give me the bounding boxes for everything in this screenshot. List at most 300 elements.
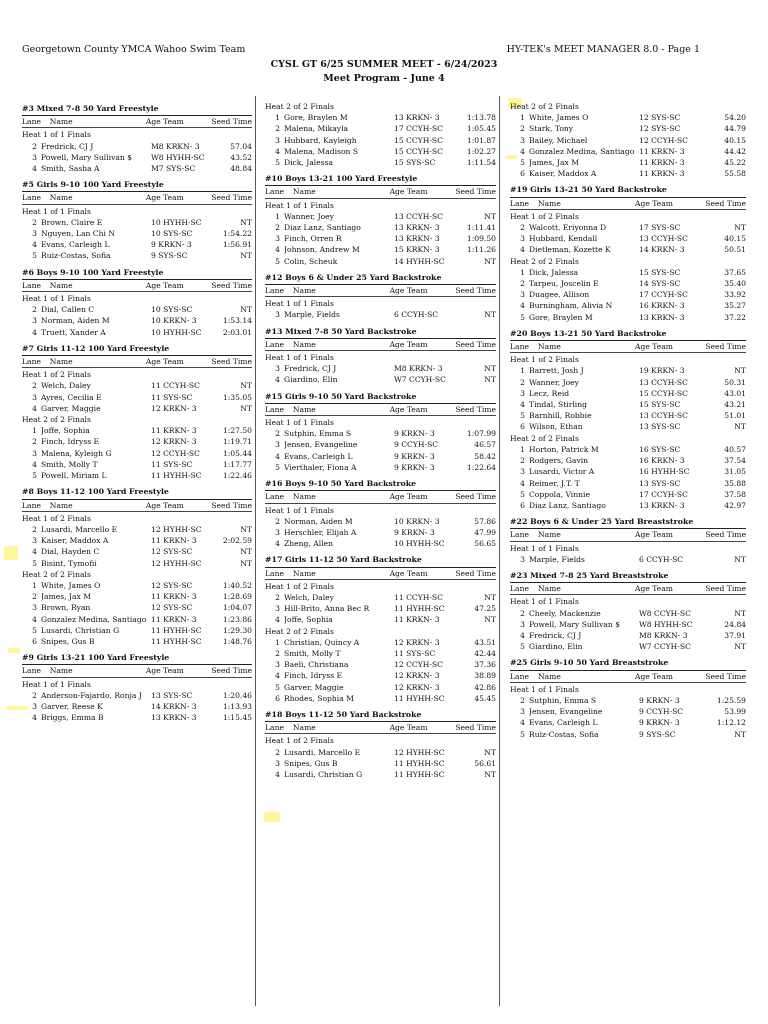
- lane-number: 1: [520, 113, 525, 123]
- entry-row: [265, 309, 496, 320]
- age-team: 11 HYHH-SC: [394, 604, 445, 614]
- seed-time: 33.92: [724, 290, 746, 300]
- swimmer-name: Malena, Mikayla: [284, 124, 349, 134]
- heat-title: Heat 1 of 1 Finals: [22, 294, 91, 304]
- seed-time: 1:02.27: [466, 146, 496, 156]
- seed-time: NT: [240, 381, 252, 391]
- column-header-row: [22, 356, 252, 368]
- swimmer-name: Smith, Sasha A: [41, 164, 100, 174]
- swimmer-name: Fredrick, CJ J: [284, 364, 337, 374]
- swimmer-name: Horton, Patrick M: [529, 444, 599, 454]
- age-team: 11 CCYH-SC: [151, 381, 200, 391]
- swimmer-name: Bisint, Tymofii: [41, 558, 97, 568]
- age-team: 9 CCYH-SC: [394, 440, 439, 450]
- entry-row: [22, 546, 252, 557]
- swimmer-name: Lusardi, Marcello E: [41, 524, 118, 534]
- seed-time-header: Seed Time: [211, 666, 252, 676]
- age-team: 15 CCYH-SC: [394, 146, 443, 156]
- event-block: [265, 476, 496, 549]
- age-team: 17 CCYH-SC: [639, 290, 688, 300]
- entry-row: [510, 388, 746, 399]
- swimmer-name: Zheng, Allen: [284, 539, 333, 549]
- entry-row: [265, 538, 496, 549]
- event-title: #6 Boys 9-10 100 Yard Freestyle: [22, 265, 252, 280]
- swimmer-name: Brown, Claire E: [41, 217, 103, 227]
- seed-time: NT: [240, 547, 252, 557]
- lane-number: 1: [32, 426, 37, 436]
- age-team: 12 SYS-SC: [639, 124, 681, 134]
- name-header: Name: [538, 198, 561, 208]
- heat-title: Heat 1 of 1 Finals: [510, 597, 579, 607]
- lane-header: Lane: [22, 193, 41, 203]
- swimmer-name: Diaz Lanz, Santiago: [529, 500, 606, 510]
- entry-row: [22, 327, 252, 338]
- age-team: 15 SYS-SC: [394, 158, 436, 168]
- swimmer-name: Hubbard, Kayleigh: [284, 135, 357, 145]
- seed-time: 1:07.99: [466, 429, 496, 439]
- swimmer-name: Giardino, Elin: [529, 642, 583, 652]
- name-header: Name: [49, 280, 73, 290]
- swimmer-name: Cheely, Mackenzie: [529, 608, 601, 618]
- name-header: Name: [292, 492, 316, 502]
- lane-number: 3: [32, 448, 37, 458]
- lane-number: 3: [520, 554, 525, 564]
- lane-number: 3: [520, 234, 525, 244]
- event-block: [510, 326, 746, 511]
- lane-header: Lane: [510, 198, 529, 208]
- lane-number: 5: [275, 462, 280, 472]
- lane-number: 4: [520, 478, 525, 488]
- swimmer-name: Christian, Quincy A: [284, 637, 360, 647]
- swimmer-name: Nguyen, Lan Chi N: [41, 229, 115, 239]
- seed-time: 40.15: [724, 234, 746, 244]
- event-block: [265, 101, 496, 168]
- event-block: [510, 182, 746, 322]
- lane-header: Lane: [265, 187, 284, 197]
- column-header-row: [22, 116, 252, 128]
- highlight-mark: [8, 648, 20, 653]
- heat-title: Heat 1 of 2 Finals: [510, 211, 579, 221]
- heat-title: Heat 1 of 1 Finals: [265, 299, 334, 309]
- seed-time: 48.84: [230, 164, 252, 174]
- swimmer-name: Stark, Tony: [529, 124, 574, 134]
- age-team: 19 KRKN- 3: [639, 366, 685, 376]
- seed-time: 50.51: [724, 245, 746, 255]
- age-team-header: Age Team: [145, 280, 184, 290]
- lane-header: Lane: [265, 286, 284, 296]
- entry-row: [22, 448, 252, 459]
- program-column-3: [510, 98, 746, 740]
- swimmer-name: Briggs, Emma B: [41, 713, 104, 723]
- age-team: 12 KRKN- 3: [394, 637, 440, 647]
- swimmer-name: Dietleman, Kozette K: [529, 245, 611, 255]
- seed-time: NT: [484, 310, 496, 320]
- heat-title: Heat 1 of 2 Finals: [22, 370, 91, 380]
- seed-time: NT: [240, 403, 252, 413]
- swimmer-name: Hill-Brito, Anna Bec R: [284, 604, 370, 614]
- lane-number: 6: [520, 500, 525, 510]
- event-block: [22, 650, 252, 723]
- seed-time: 1:11.41: [466, 223, 496, 233]
- event-block: [22, 265, 252, 338]
- seed-time: NT: [734, 608, 746, 618]
- seed-time: 43.52: [230, 152, 252, 162]
- age-team: 13 CCYH-SC: [639, 411, 688, 421]
- lane-number: 4: [275, 671, 280, 681]
- event-block: [510, 568, 746, 652]
- entry-row: [265, 592, 496, 603]
- entry-row: [22, 380, 252, 391]
- age-team: 11 CCYH-SC: [394, 592, 443, 602]
- lane-number: 4: [32, 614, 37, 624]
- entry-row: [265, 682, 496, 693]
- age-team: 16 SYS-SC: [639, 444, 681, 454]
- age-team: 14 HYHH-SC: [394, 256, 445, 266]
- entry-row: [510, 157, 746, 168]
- swimmer-name: Smith, Molly T: [284, 648, 341, 658]
- heat-title: Heat 1 of 1 Finals: [510, 684, 579, 694]
- age-team: 13 SYS-SC: [639, 422, 681, 432]
- lane-number: 5: [32, 558, 37, 568]
- entry-row: [265, 769, 496, 780]
- entry-row: [22, 141, 252, 152]
- swimmer-name: Smith, Molly T: [41, 459, 98, 469]
- entry-row: [265, 222, 496, 233]
- age-team: 15 CCYH-SC: [639, 388, 688, 398]
- swimmer-name: Powell, Mary Sullivan $: [41, 152, 133, 162]
- age-team-header: Age Team: [389, 339, 428, 349]
- entry-row: [265, 112, 496, 123]
- entry-row: [265, 363, 496, 374]
- swimmer-name: Evans, Carleigh L: [41, 240, 110, 250]
- seed-time: 50.31: [724, 377, 746, 387]
- seed-time: 1:13.78: [466, 113, 496, 123]
- entry-row: [510, 399, 746, 410]
- entry-row: [265, 439, 496, 450]
- program-column-2: [265, 98, 496, 780]
- seed-time-header: Seed Time: [455, 404, 496, 414]
- event-title: #19 Girls 13-21 50 Yard Backstroke: [510, 182, 746, 197]
- seed-time: 1:27.50: [222, 426, 252, 436]
- age-team: 17 SYS-SC: [639, 223, 681, 233]
- lane-number: 2: [520, 124, 525, 134]
- lane-number: 5: [520, 158, 525, 168]
- entry-row: [265, 157, 496, 168]
- event-title: #25 Girls 9-10 50 Yard Breaststroke: [510, 655, 746, 670]
- entry-row: [510, 729, 746, 740]
- seed-time: 45.22: [724, 158, 746, 168]
- lane-number: 4: [275, 375, 280, 385]
- swimmer-name: Wanner, Joey: [529, 377, 579, 387]
- highlight-mark: [264, 812, 280, 822]
- event-block: [510, 514, 746, 565]
- event-title: #17 Girls 11-12 50 Yard Backstroke: [265, 552, 496, 567]
- swimmer-name: Lusardi, Christian G: [284, 769, 363, 779]
- swimmer-name: Garver, Maggie: [284, 682, 344, 692]
- lane-number: 3: [275, 527, 280, 537]
- swimmer-name: Joffe, Sophia: [41, 426, 90, 436]
- swimmer-name: Malena, Madison S: [284, 146, 359, 156]
- lane-number: 1: [275, 637, 280, 647]
- heat-title: Heat 1 of 1 Finals: [22, 130, 91, 140]
- lane-number: 4: [520, 245, 525, 255]
- age-team: 6 CCYH-SC: [394, 310, 439, 320]
- heat-title: Heat 2 of 2 Finals: [265, 102, 334, 111]
- heat-title: Heat 1 of 1 Finals: [22, 679, 91, 689]
- seed-time: 47.25: [474, 604, 496, 614]
- entry-row: [265, 374, 496, 385]
- entry-row: [510, 135, 746, 146]
- age-team-header: Age Team: [635, 530, 673, 540]
- age-team: 10 HYHH-SC: [151, 217, 202, 227]
- age-team: 12 CCYH-SC: [639, 135, 688, 145]
- lane-header: Lane: [22, 500, 41, 510]
- entry-row: [510, 706, 746, 717]
- age-team-header: Age Team: [389, 492, 428, 502]
- seed-time: NT: [734, 554, 746, 564]
- entry-row: [510, 489, 746, 500]
- seed-time-header: Seed Time: [211, 117, 252, 127]
- seed-time-header: Seed Time: [705, 584, 746, 594]
- entry-row: [510, 619, 746, 630]
- lane-number: 2: [275, 516, 280, 526]
- lane-number: 4: [32, 164, 37, 174]
- age-team: 9 KRKN- 3: [394, 462, 435, 472]
- lane-header: Lane: [22, 117, 41, 127]
- age-team: 9 SYS-SC: [151, 251, 188, 261]
- swimmer-name: Snipes, Gus B: [41, 636, 95, 646]
- swimmer-name: Wilson, Ethan: [529, 422, 583, 432]
- swimmer-name: Finch, Idryss E: [41, 437, 100, 447]
- event-title: #20 Boys 13-21 50 Yard Backstroke: [510, 326, 746, 341]
- lane-number: 5: [32, 471, 37, 481]
- swimmer-name: Garver, Reese K: [41, 701, 103, 711]
- age-team-header: Age Team: [389, 187, 428, 197]
- heat-title: Heat 1 of 2 Finals: [22, 513, 91, 523]
- seed-time: NT: [240, 217, 252, 227]
- lane-number: 3: [520, 388, 525, 398]
- heat-title: Heat 2 of 2 Finals: [22, 415, 91, 425]
- entry-row: [22, 425, 252, 436]
- swimmer-name: Snipes, Gus B: [284, 758, 338, 768]
- heat-title: Heat 2 of 2 Finals: [265, 626, 334, 636]
- age-team-header: Age Team: [389, 723, 428, 733]
- entry-row: [265, 135, 496, 146]
- event-block: [510, 655, 746, 739]
- entry-row: [22, 239, 252, 250]
- entry-row: [510, 300, 746, 311]
- swimmer-name: Welch, Daley: [41, 381, 91, 391]
- seed-time: 43.51: [474, 637, 496, 647]
- swimmer-name: Wanner, Joey: [284, 211, 334, 221]
- age-team: 10 KRKN- 3: [151, 316, 197, 326]
- age-team-header: Age Team: [145, 117, 184, 127]
- seed-time: 1:12.12: [716, 718, 746, 728]
- seed-time-header: Seed Time: [455, 286, 496, 296]
- age-team: 11 HYHH-SC: [394, 693, 445, 703]
- lane-number: 2: [520, 608, 525, 618]
- entry-row: [510, 466, 746, 477]
- entry-row: [265, 527, 496, 538]
- age-team: 11 HYHH-SC: [151, 471, 202, 481]
- lane-number: 5: [32, 251, 37, 261]
- seed-time-header: Seed Time: [455, 339, 496, 349]
- lane-number: 3: [275, 604, 280, 614]
- entry-row: [265, 758, 496, 769]
- age-team: 13 KRKN- 3: [639, 312, 685, 322]
- column-header-row: [265, 339, 496, 351]
- entry-row: [510, 222, 746, 233]
- seed-time: 44.79: [724, 124, 746, 134]
- swimmer-name: White, James O: [529, 113, 589, 123]
- swimmer-name: Fredrick, CJ J: [41, 141, 94, 151]
- swimmer-name: Finch, Orren R: [284, 234, 342, 244]
- seed-time: 37.36: [474, 660, 496, 670]
- seed-time: 35.27: [724, 301, 746, 311]
- seed-time: 1:09.50: [466, 234, 496, 244]
- swimmer-name: Ruiz-Costas, Sofia: [41, 251, 111, 261]
- lane-number: 2: [32, 381, 37, 391]
- entry-row: [22, 535, 252, 546]
- seed-time: NT: [734, 729, 746, 739]
- heat-title: Heat 1 of 2 Finals: [265, 736, 334, 746]
- event-title: #8 Boys 11-12 100 Yard Freestyle: [22, 484, 252, 499]
- age-team: 11 KRKN- 3: [151, 614, 197, 624]
- swimmer-name: Diaz Lanz, Santiago: [284, 223, 361, 233]
- seed-time: 37.65: [724, 267, 746, 277]
- lane-number: 2: [520, 456, 525, 466]
- seed-time-header: Seed Time: [705, 342, 746, 352]
- age-team: 9 KRKN- 3: [394, 451, 435, 461]
- entry-row: [265, 244, 496, 255]
- lane-number: 5: [520, 489, 525, 499]
- age-team: 12 HYHH-SC: [151, 524, 202, 534]
- lane-number: 2: [32, 437, 37, 447]
- lane-number: 4: [32, 459, 37, 469]
- seed-time-header: Seed Time: [455, 568, 496, 578]
- seed-time: 43.21: [724, 400, 746, 410]
- entry-row: [510, 377, 746, 388]
- seed-time: 56.65: [474, 539, 496, 549]
- swimmer-name: Giardino, Elin: [284, 375, 338, 385]
- heat-title: Heat 1 of 2 Finals: [510, 355, 579, 365]
- age-team: W8 HYHH-SC: [639, 619, 693, 629]
- lane-number: 2: [520, 695, 525, 705]
- age-team: 9 KRKN- 3: [639, 718, 680, 728]
- lane-number: 4: [275, 539, 280, 549]
- swimmer-name: Kaiser, Maddox A: [41, 536, 109, 546]
- entry-row: [265, 462, 496, 473]
- lane-number: 2: [275, 747, 280, 757]
- age-team: W8 HYHH-SC: [151, 152, 205, 162]
- entry-row: [22, 436, 252, 447]
- seed-time: NT: [734, 422, 746, 432]
- seed-time: 31.05: [724, 467, 746, 477]
- age-team-header: Age Team: [389, 404, 428, 414]
- event-block: [265, 707, 496, 780]
- seed-time: NT: [240, 251, 252, 261]
- entry-row: [22, 524, 252, 535]
- column-divider: [255, 96, 256, 1006]
- lane-number: 6: [275, 693, 280, 703]
- seed-time: 1:54.22: [222, 229, 252, 239]
- name-header: Name: [292, 339, 316, 349]
- column-header-row: [265, 722, 496, 734]
- swimmer-name: Dial, Callen C: [41, 305, 95, 315]
- age-team-header: Age Team: [635, 584, 673, 594]
- swimmer-name: Sutphin, Emma S: [284, 429, 352, 439]
- swimmer-name: Gore, Braylen M: [284, 113, 348, 123]
- lane-number: 4: [275, 451, 280, 461]
- seed-time: 1:13.93: [222, 701, 252, 711]
- seed-time: 1:53.14: [222, 316, 252, 326]
- swimmer-name: Barrett, Josh J: [529, 366, 584, 376]
- seed-time: NT: [734, 642, 746, 652]
- age-team: 13 KRKN- 3: [639, 500, 685, 510]
- software-page-label: HY-TEK's MEET MANAGER 8.0 - Page 1: [506, 44, 700, 55]
- lane-number: 6: [520, 169, 525, 179]
- lane-header: Lane: [510, 671, 529, 681]
- event-title: #9 Girls 13-21 100 Yard Freestyle: [22, 650, 252, 665]
- age-team: M8 KRKN- 3: [394, 364, 443, 374]
- entry-row: [22, 602, 252, 613]
- swimmer-name: Joffe, Sophia: [284, 615, 333, 625]
- seed-time: 44.42: [724, 146, 746, 156]
- lane-number: 5: [275, 158, 280, 168]
- age-team: 11 KRKN- 3: [639, 169, 685, 179]
- age-team: 10 SYS-SC: [151, 305, 193, 315]
- seed-time: NT: [240, 305, 252, 315]
- seed-time: 1:17.77: [222, 459, 252, 469]
- entry-row: [510, 500, 746, 511]
- age-team: 11 KRKN- 3: [151, 426, 197, 436]
- age-team: 13 CCYH-SC: [639, 234, 688, 244]
- entry-row: [22, 304, 252, 315]
- seed-time: 42.86: [474, 682, 496, 692]
- lane-number: 2: [275, 223, 280, 233]
- swimmer-name: Walcott, Eriyonna D: [529, 223, 607, 233]
- lane-header: Lane: [265, 404, 284, 414]
- lane-number: 4: [275, 615, 280, 625]
- age-team: 12 CCYH-SC: [151, 448, 200, 458]
- age-team-header: Age Team: [145, 500, 184, 510]
- event-block: [265, 324, 496, 386]
- lane-number: 4: [32, 547, 37, 557]
- column-header-row: [265, 491, 496, 503]
- age-team: 11 SYS-SC: [151, 392, 193, 402]
- lane-number: 3: [520, 467, 525, 477]
- column-header-row: [265, 568, 496, 580]
- seed-time: 2:03.01: [222, 327, 252, 337]
- lane-number: 5: [520, 312, 525, 322]
- swimmer-name: Norman, Aiden M: [41, 316, 110, 326]
- entry-row: [22, 217, 252, 228]
- heat-title: Heat 1 of 2 Finals: [265, 581, 334, 591]
- swimmer-name: Gore, Braylen M: [529, 312, 593, 322]
- lane-number: 1: [520, 444, 525, 454]
- swimmer-name: Rodgers, Gavin: [529, 456, 589, 466]
- age-team: 13 KRKN- 3: [394, 113, 440, 123]
- seed-time: 57.86: [474, 516, 496, 526]
- entry-row: [265, 428, 496, 439]
- age-team: 11 HYHH-SC: [151, 636, 202, 646]
- entry-row: [22, 163, 252, 174]
- age-team-header: Age Team: [145, 193, 184, 203]
- lane-number: 2: [520, 279, 525, 289]
- entry-row: [510, 641, 746, 652]
- age-team: 12 SYS-SC: [151, 603, 193, 613]
- seed-time: 37.58: [724, 489, 746, 499]
